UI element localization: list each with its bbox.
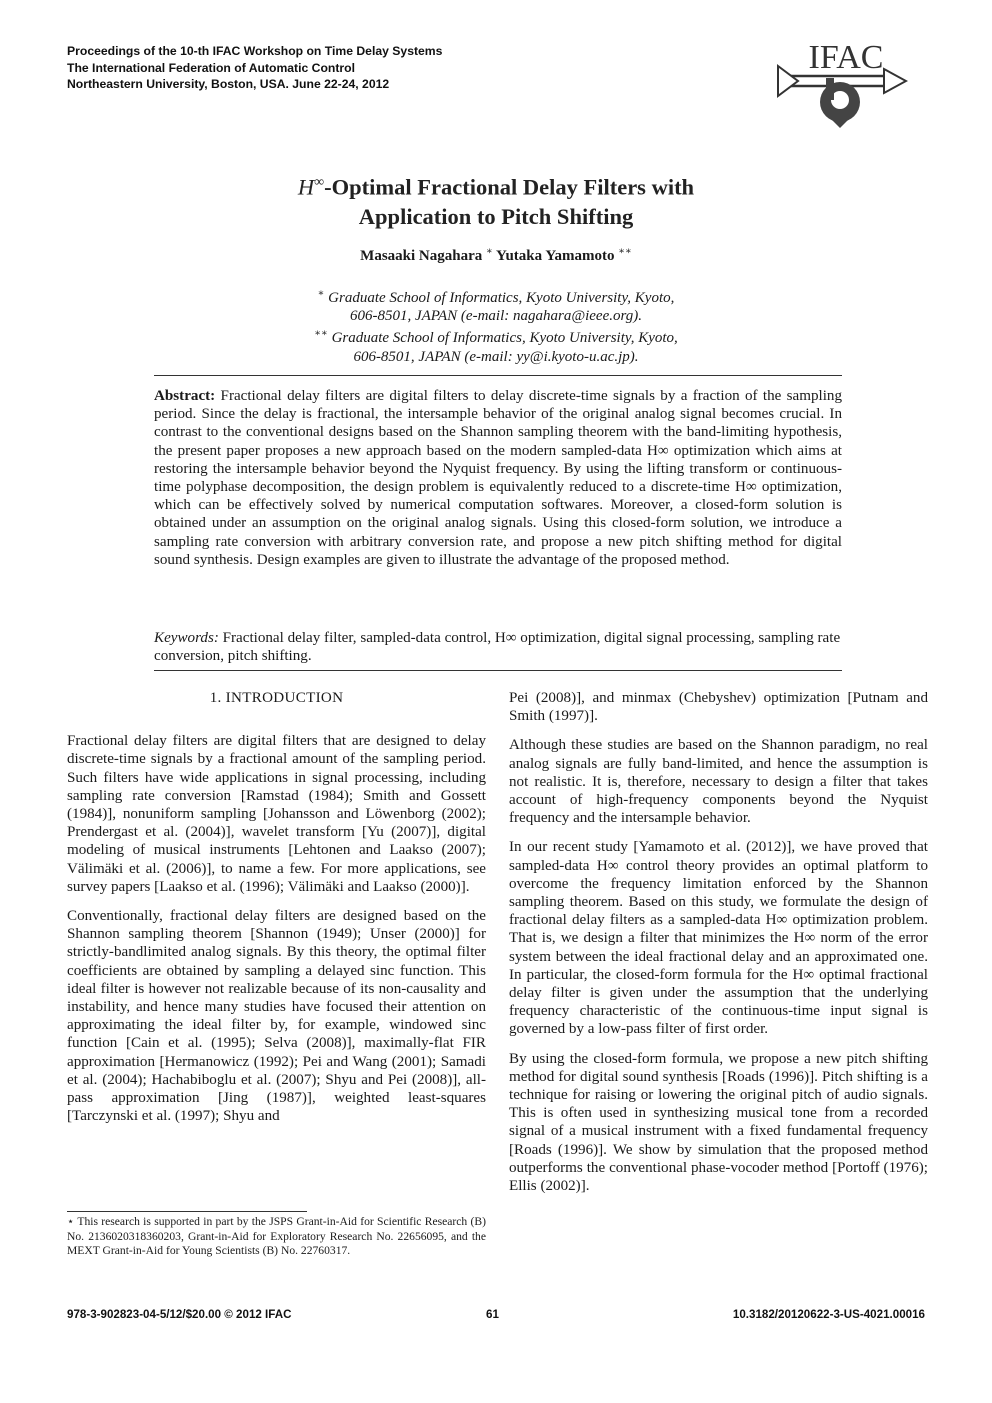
footnote-mark: ⋆ bbox=[67, 1215, 75, 1228]
author-2-mark: ∗∗ bbox=[618, 246, 632, 257]
affil-1-line-2: 606-8501, JAPAN (e-mail: nagahara@ieee.org). bbox=[349, 308, 643, 325]
keywords-text: Fractional delay filter, sampled-data control, H∞ optimization, digital signal processing, sampling rate conversion, pitch shifting. bbox=[154, 630, 841, 665]
affil-2-line-2: 606-8501, JAPAN (e-mail: yy@i.kyoto-u.ac.jp). bbox=[353, 348, 639, 365]
affil-2-line-1: Graduate School of Informatics, Kyoto University, Kyoto, bbox=[331, 330, 678, 347]
keywords bbox=[154, 629, 842, 665]
footer-doi: 10.3182/20120622-3-US-4021.00016 bbox=[732, 1308, 925, 1321]
authors bbox=[0, 246, 992, 265]
keywords-label: Keywords: bbox=[154, 630, 219, 646]
paper-title bbox=[0, 168, 992, 231]
paragraph: Fractional delay filters are digital filters that are designed to delay discrete-time signals by a fractional amount of the sampling period. Such filters have wide applications in signal processing, including sampling rate conversion [Ramstad (1984); Smith and Gossett (1984)], nonuniform sampling [Johansson and Löwenborg (2002); Prendergast et al. (2004)], wavelet transform [Yu (2007)], digital modeling of musical instruments [Lehtonen and Laakso (2007); Välimäki et al. (2006)], to name a few. For more applications, see survey papers [Laakso et al. (1996); Välimäki and Laakso (2000)]. bbox=[67, 733, 486, 895]
header-line-2: The International Federation of Automatic Control bbox=[67, 60, 355, 75]
ifac-logo bbox=[776, 36, 908, 128]
author-1: Masaaki Nagahara bbox=[360, 248, 483, 264]
footer-page-number: 61 bbox=[486, 1308, 499, 1321]
paragraph: Conventionally, fractional delay filters are designed based on the Shannon sampling theorem [Shannon (1949); Unser (2000)] for strictly-bandlimited analog signals. By this theory, the optimal filter coefficients are obtained by sampling a delayed sinc function. This ideal filter is however not realizable because of its non-causality and instability, and hence many studies have focused their attention on approximating the ideal filter by, for example, windowed sinc function [Cain et al. (1995); Selva (2008)], maximally-flat FIR approximation [Hermanowicz (1992); Pei and Wang (2001); Samadi et al. (2004); Hachabiboglu et al. (2007); Shyu and Pei (2008)], all-pass approximation [Jing (1987)], weighted least-squares [Tarczynski et al. (1997); Shyu and bbox=[67, 908, 486, 1125]
keywords-bottom-rule bbox=[154, 670, 842, 671]
affil-1-mark: ∗ bbox=[317, 288, 325, 299]
paragraph: Pei (2008)], and minmax (Chebyshev) optimization [Putnam and Smith (1997)]. bbox=[509, 690, 928, 725]
abstract-text: Fractional delay filters are digital filters to delay discrete-time signals by a fraction of the sampling period. Since the delay is fractional, the intersample behavior of the original analog signal becomes crucial. In contrast to the conventional designs based on the Shannon sampling theorem with the band-limiting hypothesis, the present paper proposes a new approach based on the modern sampled-data H∞ optimization which aims at restoring the intersample behavior beyond the Nyquist frequency. By using the lifting transform or continuous-time polyphase decomposition, the design problem is equivalently reduced to a discrete-time H∞ optimization, which can be effectively solved by numerical computation softwares. Moreover, a closed-form solution is obtained under an assumption on the original analog signals. Using this closed-form solution, we introduce a sampling rate conversion with arbitrary conversion rate, and propose a new pitch shifting method for digital sound synthesis. Design examples are given to illustrate the advantage of the proposed method. bbox=[154, 388, 843, 568]
affiliations bbox=[0, 285, 992, 366]
paragraph: Although these studies are based on the Shannon paradigm, no real analog signals are fully band-limited, and hence the assumption is not realistic. It is, therefore, necessary to design a filter that takes account of high-frequency components beyond the Nyquist frequency and the intersample behavior. bbox=[509, 737, 928, 827]
abstract-top-rule bbox=[154, 375, 842, 376]
footnote-text: This research is supported in part by the JSPS Grant-in-Aid for Scientific Research (B) No. 2136020318360203, Grant-in-Aid for Exploratory Research No. 22656095, and the MEXT Grant-in-Aid for Young Scientists (B) No. 22760317. bbox=[67, 1215, 486, 1258]
footnote-rule bbox=[67, 1211, 307, 1212]
header-line-1: Proceedings of the 10-th IFAC Workshop on Time Delay Systems bbox=[67, 44, 443, 58]
title-line-1: -Optimal Fractional Delay Filters with bbox=[324, 174, 695, 200]
title-math: H bbox=[297, 174, 315, 200]
author-1-mark: ∗ bbox=[486, 246, 493, 257]
abstract bbox=[154, 387, 842, 569]
title-line-2: Application to Pitch Shifting bbox=[358, 203, 634, 229]
header-line-3: Northeastern University, Boston, USA. June 22-24, 2012 bbox=[67, 77, 390, 91]
footer-isbn: 978-3-902823-04-5/12/$20.00 © 2012 IFAC bbox=[67, 1308, 292, 1321]
abstract-label: Abstract: bbox=[154, 388, 216, 404]
footnote bbox=[67, 1215, 486, 1259]
section-heading-introduction: 1. INTRODUCTION bbox=[209, 690, 344, 706]
right-column bbox=[509, 689, 928, 1206]
left-column bbox=[67, 689, 486, 1136]
title-math-sup: ∞ bbox=[314, 175, 325, 190]
affil-2-mark: ∗∗ bbox=[314, 328, 328, 340]
paragraph: In our recent study [Yamamoto et al. (2012)], we have proved that sampled-data H∞ control theory provides an optimal platform to overcome the frequency limitation enforced by the Shannon sampling theorem. Based on this study, we formulate the design of fractional delay filters as a sampled-data H∞ optimization problem. That is, we design a filter that minimizes the H∞ norm of the error system between the ideal fractional delay and an approximated one. In particular, the closed-form formula for the H∞ optimal fractional delay filter is given under the assumption that the underlying frequency characteristic of the continuous-time input signal is governed by a low-pass filter of first order. bbox=[509, 839, 928, 1038]
ifac-logo-text: IFAC bbox=[808, 39, 884, 76]
affil-1-line-1: Graduate School of Informatics, Kyoto University, Kyoto, bbox=[328, 290, 675, 306]
proceedings-header bbox=[67, 43, 442, 93]
author-2: Yutaka Yamamoto bbox=[496, 248, 615, 264]
paragraph: By using the closed-form formula, we propose a new pitch shifting method for digital sound synthesis [Roads (1996)]. Pitch shifting is a technique for raising or lowering the original pitch of audio signals. This is often used in synthesizing musical tone from a recorded signal of a musical instrument with a fixed fundamental frequency [Roads (1996)]. We show by simulation that the proposed method outperforms the conventional phase-vocoder method [Portoff (1976); Ellis (2002)]. bbox=[509, 1050, 928, 1195]
